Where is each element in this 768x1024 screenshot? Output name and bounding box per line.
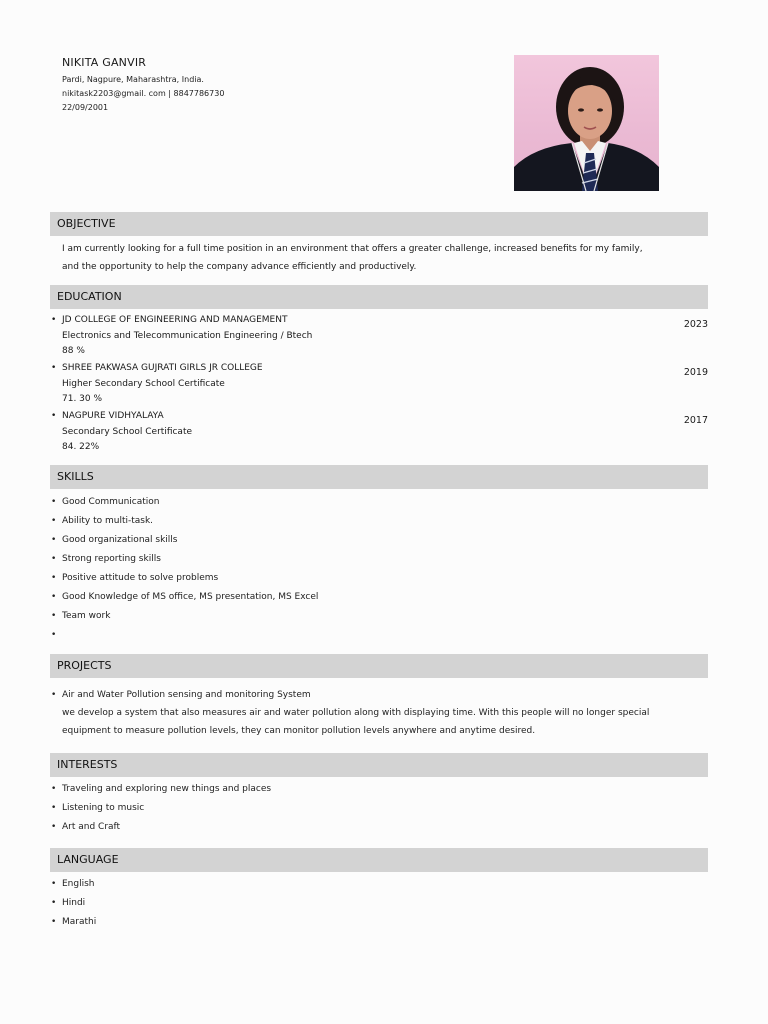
education-year: 2019 xyxy=(683,367,708,378)
school-name: JD COLLEGE OF ENGINEERING AND MANAGEMENT xyxy=(62,315,288,325)
interests-heading: INTERESTS xyxy=(50,753,708,777)
objective-text xyxy=(50,240,708,276)
projects-section xyxy=(50,654,708,740)
projects-list xyxy=(50,686,708,740)
score: 88 % xyxy=(62,346,85,356)
list-item: • English xyxy=(50,875,708,894)
objective-line-1: I am currently looking for a full time position in an environment that offers a greater challenge, increased benefits for my family, xyxy=(62,244,643,254)
list-item: • Team work xyxy=(50,607,708,626)
list-item xyxy=(50,626,708,645)
address: Pardi, Nagpure, Maharashtra, India. xyxy=(62,75,204,84)
list-item: • Good Communication xyxy=(50,493,708,512)
education-item: • SHREE PAKWASA GUJRATI GIRLS JR COLLEGE Higher Secondary School Certificate 71. 30 % 2019 xyxy=(50,361,708,407)
skills-list xyxy=(50,493,708,645)
list-item: • Good Knowledge of MS office, MS presentation, MS Excel xyxy=(50,588,708,607)
objective-section xyxy=(50,212,708,276)
list-item: • Listening to music xyxy=(50,799,708,818)
degree: Electronics and Telecommunication Engineering / Btech xyxy=(62,331,313,341)
project-name: • Air and Water Pollution sensing and monitoring System xyxy=(62,690,311,700)
list-item: • Positive attitude to solve problems xyxy=(50,569,708,588)
degree: Higher Secondary School Certificate xyxy=(62,379,225,389)
project-description-2: equipment to measure pollution levels, they can monitor pollution levels anywhere and anytime desired. xyxy=(62,726,536,736)
candidate-name: NIKITA GANVIR xyxy=(62,56,147,69)
list-item: • Strong reporting skills xyxy=(50,550,708,569)
education-section xyxy=(50,285,708,455)
score: 84. 22% xyxy=(62,442,100,452)
interests-list xyxy=(50,780,708,837)
language-list xyxy=(50,875,708,932)
interests-section xyxy=(50,753,708,837)
school-name: NAGPURE VIDHYALAYA xyxy=(62,411,164,421)
projects-heading: PROJECTS xyxy=(50,654,708,678)
list-item: • Traveling and exploring new things and places xyxy=(50,780,708,799)
education-heading: EDUCATION xyxy=(50,285,708,309)
contact-line: nikitask2203@gmail. com | 8847786730 xyxy=(62,89,225,98)
education-year: 2023 xyxy=(683,319,708,330)
score: 71. 30 % xyxy=(62,394,103,404)
project-description-1: we develop a system that also measures air and water pollution along with displaying time. With this people will no longer special xyxy=(62,708,650,718)
list-item: • Marathi xyxy=(50,913,708,932)
objective-heading: OBJECTIVE xyxy=(50,212,708,236)
list-item: • Ability to multi-task. xyxy=(50,512,708,531)
school-name: SHREE PAKWASA GUJRATI GIRLS JR COLLEGE xyxy=(62,363,263,373)
language-heading: LANGUAGE xyxy=(50,848,708,872)
skills-heading: SKILLS xyxy=(50,465,708,489)
list-item: • Hindi xyxy=(50,894,708,913)
education-item: • NAGPURE VIDHYALAYA Secondary School Certificate 84. 22% 2017 xyxy=(50,409,708,455)
education-year: 2017 xyxy=(683,415,708,426)
project-item xyxy=(50,686,708,740)
skills-section xyxy=(50,465,708,645)
education-item: • JD COLLEGE OF ENGINEERING AND MANAGEMENT Electronics and Telecommunication Engineering / Btech 88 % 2023 xyxy=(50,313,708,359)
list-item: • Good organizational skills xyxy=(50,531,708,550)
degree: Secondary School Certificate xyxy=(62,427,193,437)
profile-photo xyxy=(514,55,659,191)
list-item: • Art and Craft xyxy=(50,818,708,837)
header-info xyxy=(62,56,224,115)
language-section xyxy=(50,848,708,932)
objective-line-2: and the opportunity to help the company advance efficiently and productively. xyxy=(62,262,417,272)
date-of-birth: 22/09/2001 xyxy=(62,103,109,112)
